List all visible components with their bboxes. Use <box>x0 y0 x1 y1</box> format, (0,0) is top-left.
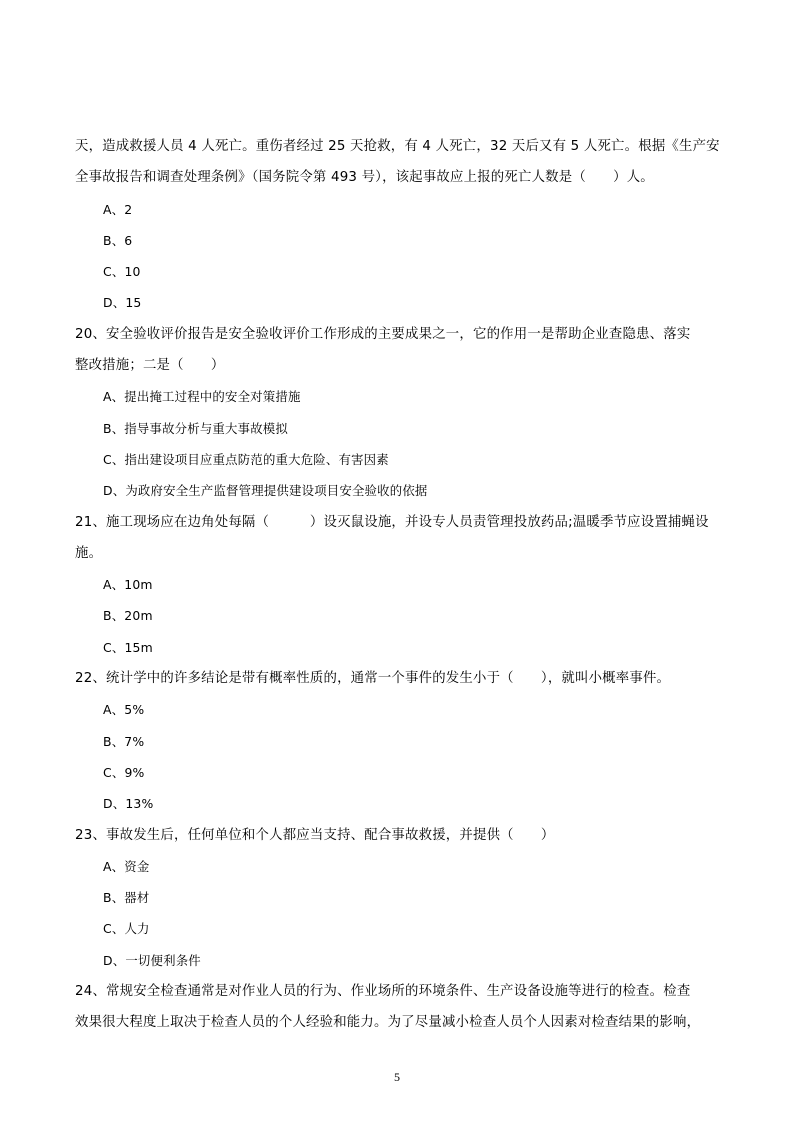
question-text-line: 全事故报告和调查处理条例》（国务院令第 493 号），该起事故应上报的死亡人数是（ ）人。 <box>75 170 654 186</box>
question-text-line: 21、施工现场应在边角处每隔（ ）设灭鼠设施，并设专人员责管理投放药品;温暖季节应设置捕蝇设 <box>75 514 709 530</box>
option-c: C、10 <box>103 264 141 280</box>
option-a: A、2 <box>103 201 133 217</box>
option-b: B、7% <box>103 733 145 749</box>
question-text-line: 整改措施；二是（ ） <box>75 358 225 374</box>
option-c: C、9% <box>103 764 145 780</box>
question-23 <box>75 820 720 976</box>
question-20 <box>75 319 720 507</box>
option-d: D、15 <box>103 295 142 311</box>
page-number: 5 <box>394 1070 400 1084</box>
option-a: A、资金 <box>103 858 150 874</box>
question-24 <box>75 976 720 1039</box>
question-text-line: 效果很大程度上取决于检查人员的个人经验和能力。为了尽量减小检查人员个人因素对检查结果的影响， <box>75 1015 701 1031</box>
option-a: A、5% <box>103 702 145 718</box>
page-content <box>75 131 720 1039</box>
option-b: B、指导事故分析与重大事故模拟 <box>103 420 288 436</box>
option-d: D、一切便利条件 <box>103 952 201 968</box>
option-a: A、10m <box>103 577 153 593</box>
question-text-line: 天，造成救援人员 4 人死亡。重伤者经过 25 天抢救，有 4 人死亡，32 天后又有 5 人死亡。根据《生产安 <box>75 139 720 154</box>
question-text-line: 22、统计学中的许多结论是带有概率性质的，通常一个事件的发生小于（ ），就叫小概率事件。 <box>75 671 671 687</box>
option-b: B、6 <box>103 232 133 248</box>
option-c: C、15m <box>103 639 153 655</box>
option-b: B、器材 <box>103 890 150 906</box>
question-21 <box>75 507 720 663</box>
option-c: C、人力 <box>103 921 150 937</box>
question-text-line: 施。 <box>75 545 103 561</box>
option-d: D、为政府安全生产监督管理提供建设项目安全验收的依据 <box>103 483 428 499</box>
question-text-line: 20、安全验收评价报告是安全验收评价工作形成的主要成果之一，它的作用一是帮助企业查隐患、落实 <box>75 326 691 342</box>
option-d: D、13% <box>103 796 154 812</box>
option-c: C、指出建设项目应重点防范的重大危险、有害因素 <box>103 451 389 467</box>
option-a: A、提出掩工过程中的安全对策措施 <box>103 389 301 405</box>
question-19-continuation <box>75 131 720 319</box>
question-text-line: 23、事故发生后，任何单位和个人都应当支持、配合事故救援，并提供（ ） <box>75 827 555 843</box>
question-text-line: 24、常规安全检查通常是对作业人员的行为、作业场所的环境条件、生产设备设施等进行的检查。检查 <box>75 984 691 1000</box>
option-b: B、20m <box>103 608 153 624</box>
question-22 <box>75 663 720 819</box>
